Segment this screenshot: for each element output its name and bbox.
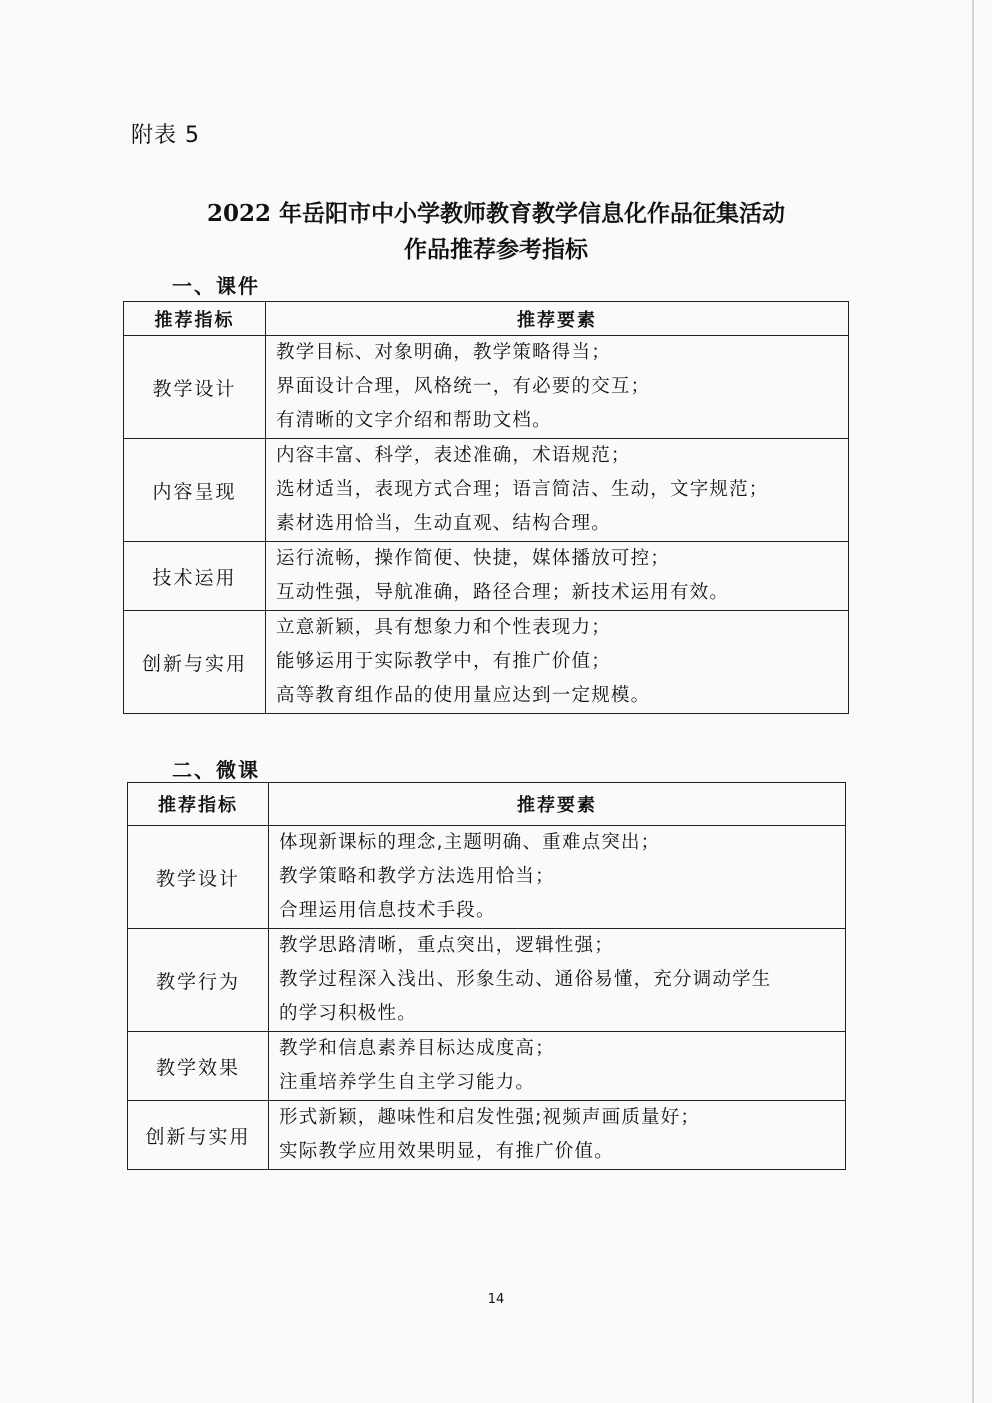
element-line: 教学过程深入浅出、形象生动、通俗易懂，充分调动学生 (279, 969, 772, 990)
indicator-cell: 教学设计 (128, 826, 269, 929)
elements-cell (269, 826, 846, 929)
header-indicator: 推荐指标 (124, 302, 266, 336)
element-line: 实际教学应用效果明显，有推广价值。 (279, 1141, 614, 1162)
document-title-line1: 2022 年岳阳市中小学教师教育教学信息化作品征集活动 (206, 200, 786, 227)
attachment-label: 附表 5 (131, 123, 200, 148)
element-line: 运行流畅，操作简便、快捷，媒体播放可控； (276, 548, 671, 569)
element-line: 选材适当，表现方式合理；语言简洁、生动，文字规范； (276, 479, 769, 500)
element-line: 内容丰富、科学，表述准确，术语规范； (276, 445, 631, 466)
section2-heading: 二、微课 (172, 758, 260, 782)
elements-cell (269, 1032, 846, 1101)
table-row (124, 611, 849, 714)
element-line: 注重培养学生自主学习能力。 (279, 1072, 536, 1093)
element-line: 立意新颖，具有想象力和个性表现力； (276, 617, 611, 638)
element-line: 教学策略和教学方法选用恰当； (279, 866, 555, 887)
table-header-row (128, 783, 846, 826)
elements-cell (266, 439, 849, 542)
indicator-cell: 教学行为 (128, 929, 269, 1032)
element-line: 教学目标、对象明确，教学策略得当； (276, 342, 611, 363)
table-row (128, 929, 846, 1032)
element-line: 教学和信息素养目标达成度高； (279, 1038, 555, 1059)
table-row (124, 336, 849, 439)
element-line: 体现新课标的理念,主题明确、重难点突出； (279, 832, 661, 853)
element-line: 界面设计合理，风格统一，有必要的交互； (276, 376, 651, 397)
table-body (128, 826, 846, 1170)
elements-cell (266, 542, 849, 611)
table-row (124, 542, 849, 611)
table-row (128, 1101, 846, 1170)
microlecture-criteria-table (127, 782, 846, 1170)
elements-cell (266, 336, 849, 439)
indicator-cell: 创新与实用 (124, 611, 266, 714)
document-title-line2: 作品推荐参考指标 (404, 236, 588, 263)
indicator-cell: 教学效果 (128, 1032, 269, 1101)
indicator-cell: 创新与实用 (128, 1101, 269, 1170)
element-line: 形式新颖，趣味性和启发性强;视频声画质量好； (279, 1107, 701, 1128)
elements-cell (269, 929, 846, 1032)
header-elements: 推荐要素 (266, 302, 849, 336)
page-number: 14 (487, 1292, 505, 1307)
table-row (128, 826, 846, 929)
table-header-row (124, 302, 849, 336)
element-line: 的学习积极性。 (279, 1003, 417, 1024)
table-body (124, 336, 849, 714)
element-line: 高等教育组作品的使用量应达到一定规模。 (276, 685, 651, 706)
indicator-cell: 教学设计 (124, 336, 266, 439)
header-indicator: 推荐指标 (128, 783, 269, 826)
element-line: 教学思路清晰，重点突出，逻辑性强； (279, 935, 614, 956)
element-line: 能够运用于实际教学中，有推广价值； (276, 651, 611, 672)
element-line: 素材选用恰当，生动直观、结构合理。 (276, 513, 611, 534)
elements-cell (269, 1101, 846, 1170)
table-row (128, 1032, 846, 1101)
table-row (124, 439, 849, 542)
element-line: 有清晰的文字介绍和帮助文档。 (276, 410, 552, 431)
element-line: 合理运用信息技术手段。 (279, 900, 496, 921)
indicator-cell: 技术运用 (124, 542, 266, 611)
courseware-criteria-table (123, 301, 849, 714)
indicator-cell: 内容呈现 (124, 439, 266, 542)
element-line: 互动性强，导航准确，路径合理；新技术运用有效。 (276, 582, 730, 603)
section1-heading: 一、课件 (172, 274, 260, 298)
elements-cell (266, 611, 849, 714)
header-elements: 推荐要素 (269, 783, 846, 826)
